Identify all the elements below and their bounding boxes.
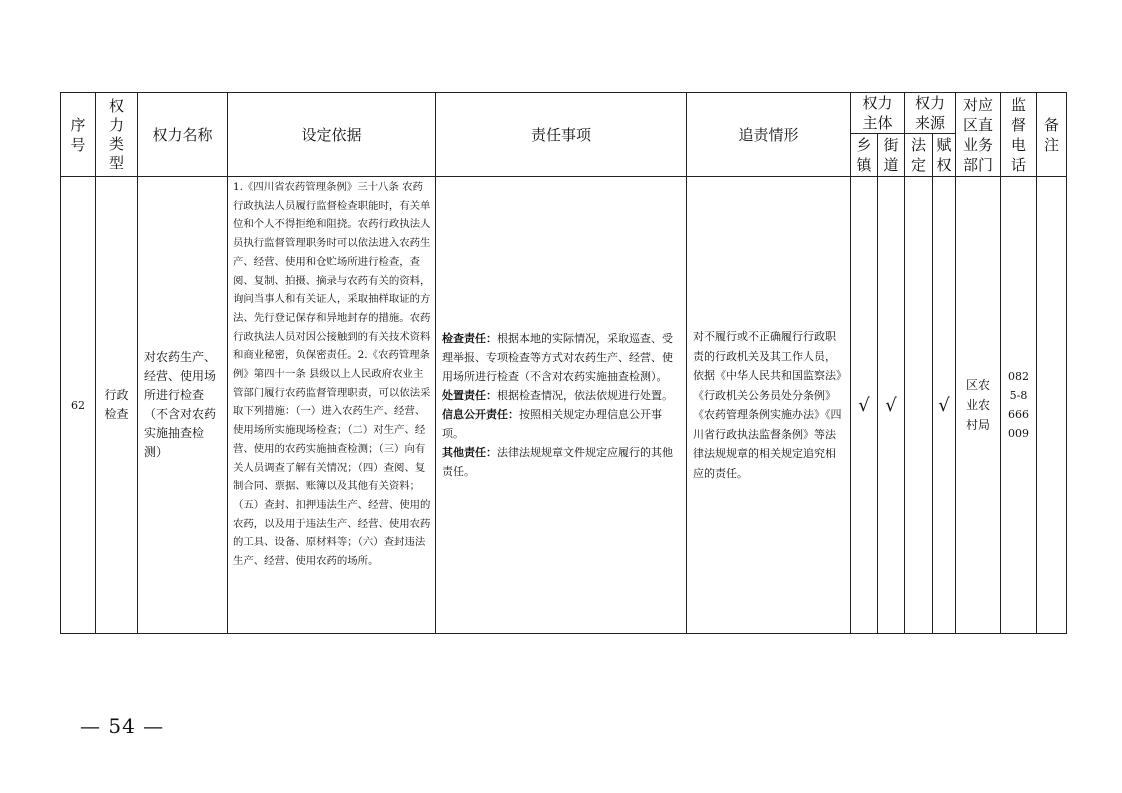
row-responsibility [436,177,687,634]
header-basis: 设定依据 [228,93,436,177]
responsibility-item: 其他责任：法律法规规章文件规定应履行的其他责任。 [442,446,673,478]
power-list-table [60,92,1067,634]
header-town: 乡镇 [851,134,878,177]
row-basis: 1.《四川省农药管理条例》三十八条 农药行政执法人员履行监督检查职能时，有关单位和个人不得拒绝和阻挠。农药行政执法人员执行监督管理职务时可以依法进入农药生产、经营、使用和仓贮场所进行检查，查阅、复制、拍摄、摘录与农药有关的资料，询问当事人和有关证人，采取抽样取证的方法、先行登记保存和异地封存的措施。农药行政执法人员对因公接触到的有关技术资料和商业秘密，负保密责任。2.《农药管理条例》第四十一条 县级以上人民政府农业主管部门履行农药监督管理职责，可以依法采取下列措施：（一）进入农药生产、经营、使用场所实施现场检查；（二）对生产、经营、使用的农药实施抽查检测；（三）向有关人员调查了解有关情况；（四）查阅、复制合同、票据、账簿以及其他有关资料；（五）查封、扣押违法生产、经营、使用的农药，以及用于违法生产、经营、使用农药的工具、设备、原材料等；（六）查封违法生产、经营、使用农药的场所。 [228,177,436,634]
header-subject: 权力主体 [851,93,905,134]
row-type: 行政检查 [96,177,138,634]
responsibility-item: 信息公开责任：按照相关规定办理信息公开事项。 [442,408,662,440]
header-source: 权力来源 [905,93,956,134]
header-type: 权力类型 [96,93,138,177]
page-number: — 54 — [80,714,165,738]
header-remarks: 备注 [1037,93,1067,177]
header-accountability: 追责情形 [687,93,851,177]
header-granted: 赋权 [933,134,956,177]
header-statutory: 法定 [905,134,933,177]
row-department: 区农业农村局 [956,177,1001,634]
responsibility-item: 处置责任：根据检查情况，依法依规进行处置。 [442,389,673,402]
header-seq: 序号 [61,93,96,177]
row-seq: 62 [61,177,96,634]
header-supervision-phone: 监督电话 [1001,93,1037,177]
header-row [61,93,1067,134]
town-checkmark: √ [851,177,878,634]
header-responsibility: 责任事项 [436,93,687,177]
row-remarks [1037,177,1067,634]
row-accountability: 对不履行或不正确履行行政职责的行政机关及其工作人员，依据《中华人民共和国监察法》《行政机关公务员处分条例》《农药管理条例实施办法》《四川省行政执法监督条例》等法律法规规章的相关规定追究相应的责任。 [687,177,851,634]
granted-checkmark: √ [933,177,956,634]
row-phone: 0825-8666009 [1001,177,1037,634]
row-power-name: 对农药生产、经营、使用场所进行检查（不含对农药实施抽查检测） [138,177,228,634]
header-street: 街道 [878,134,905,177]
street-checkmark: √ [878,177,905,634]
responsibility-item: 检查责任：根据本地的实际情况，采取巡查、受理举报、专项检查等方式对农药生产、经营、使用场所进行检查（不含对农药实施抽查检测）。 [442,332,673,383]
statutory-checkmark [905,177,933,634]
header-name: 权力名称 [138,93,228,177]
header-department: 对应区直业务部门 [956,93,1001,177]
table-row [61,177,1067,634]
